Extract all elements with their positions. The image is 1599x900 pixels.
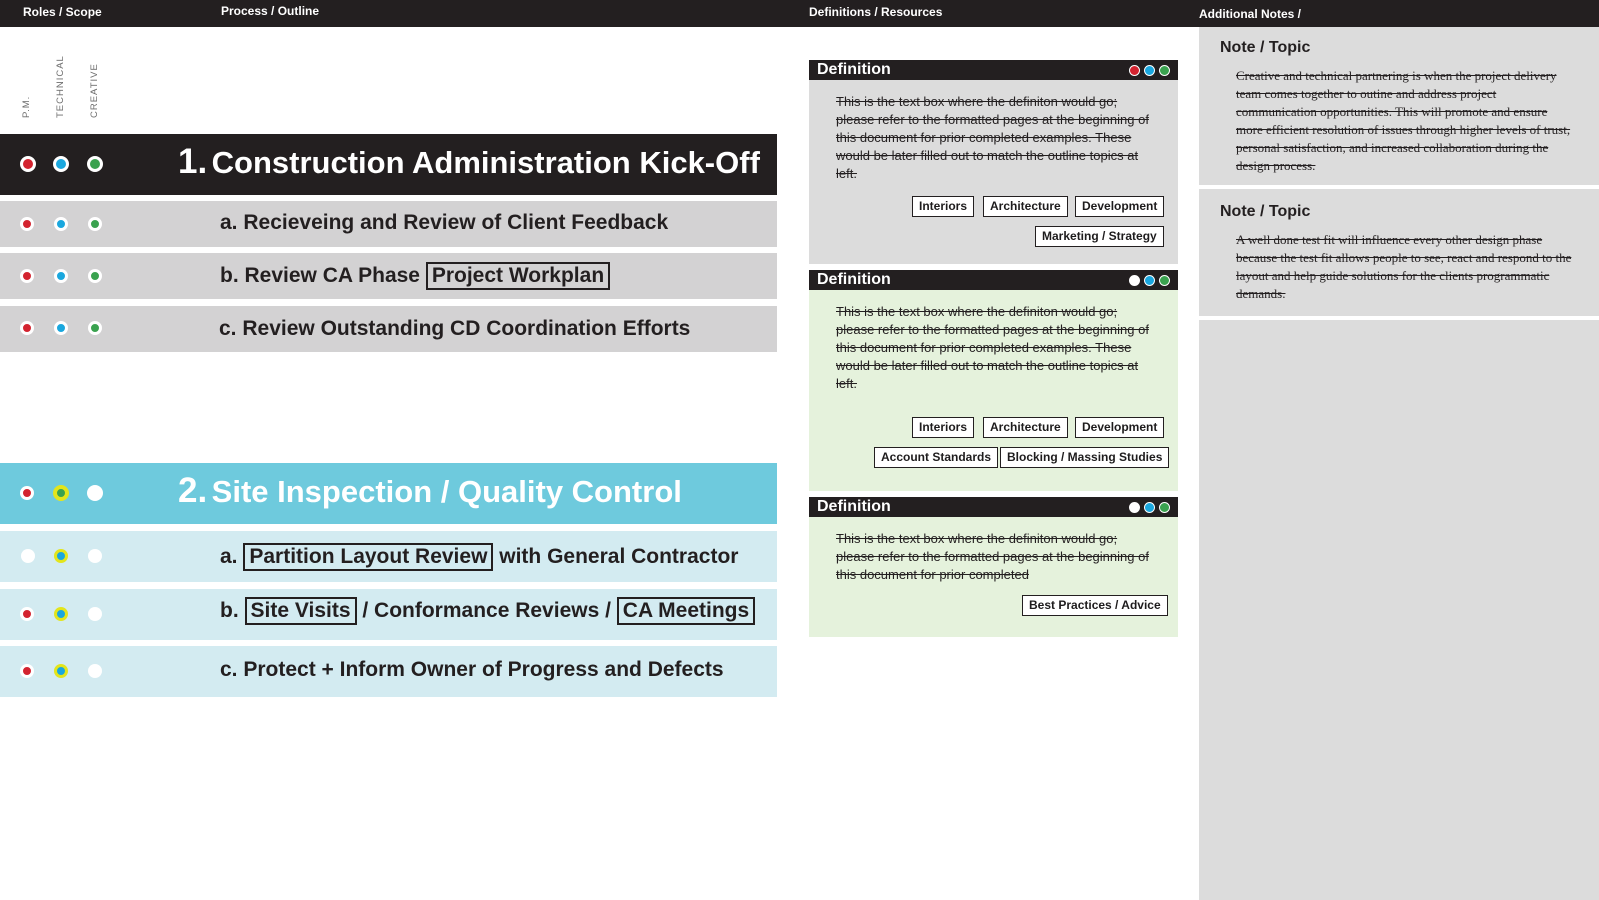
- pm-role-dot: [1129, 65, 1140, 76]
- section-1-item-c[interactable]: [0, 306, 777, 352]
- site-visits-link[interactable]: Site Visits: [245, 597, 357, 625]
- technical-role-dot: [54, 321, 68, 335]
- role-label-creative: CREATIVE: [89, 63, 100, 118]
- definition-card-header: [809, 60, 1178, 80]
- note-2-text: A well done test fit will influence every other design phase because the test fit allows people to see, react and respond to the layout and help guide solutions for the clients programmatic demands.: [1236, 232, 1572, 301]
- pm-role-dot: [20, 269, 34, 283]
- definition-card-header: [809, 270, 1178, 290]
- creative-role-dot: [88, 607, 102, 621]
- additional-notes-heading: Additional Notes /: [1199, 7, 1301, 21]
- note-1-text: Creative and technical partnering is when the project delivery team comes together to outine and address project communication opportunities. This will promote and ensure more efficient resolution of issues through higher levels of trust, personal satisfaction, and increased collaboration during the design process.: [1236, 68, 1571, 173]
- creative-role-dot: [88, 549, 102, 563]
- pm-role-dot: [20, 607, 34, 621]
- note-divider: [1199, 185, 1599, 189]
- definitions-resources-heading: Definitions / Resources: [809, 5, 943, 19]
- definition-card-header: [809, 497, 1178, 517]
- section-2-item-b[interactable]: [0, 589, 777, 640]
- definition-card-body: [809, 290, 1178, 491]
- tag-marketing-strategy[interactable]: Marketing / Strategy: [1035, 226, 1164, 247]
- section-1-item-a[interactable]: [0, 201, 777, 247]
- creative-role-dot: [88, 217, 102, 231]
- section-1-header[interactable]: [0, 134, 777, 195]
- item-text: c. Protect + Inform Owner of Progress and Defects: [220, 658, 724, 681]
- pm-role-dot: [21, 549, 35, 563]
- partition-layout-review-link[interactable]: Partition Layout Review: [243, 543, 493, 571]
- creative-role-dot: [1159, 65, 1170, 76]
- creative-role-dot: [87, 156, 103, 172]
- creative-role-dot: [88, 664, 102, 678]
- definition-card-3: [809, 497, 1178, 637]
- tag-account-standards[interactable]: Account Standards: [874, 447, 998, 468]
- tag-architecture[interactable]: Architecture: [983, 196, 1068, 217]
- definition-card-1: [809, 60, 1178, 264]
- note-1-title: Note / Topic: [1220, 39, 1311, 56]
- tag-development[interactable]: Development: [1075, 417, 1164, 438]
- technical-role-dot: [54, 607, 68, 621]
- section-1-title: [178, 142, 760, 182]
- creative-role-dot: [88, 321, 102, 335]
- technical-role-dot: [1144, 65, 1155, 76]
- section-2-item-a[interactable]: [0, 531, 777, 582]
- creative-role-dot: [1159, 275, 1170, 286]
- section-2-header[interactable]: [0, 463, 777, 524]
- pm-role-dot: [20, 217, 34, 231]
- note-2-title: Note / Topic: [1220, 203, 1311, 220]
- pm-role-dot: [20, 664, 34, 678]
- item-text: b. Site Visits / Conformance Reviews / CA Meetings: [220, 597, 755, 625]
- technical-role-dot: [54, 269, 68, 283]
- section-2-item-c[interactable]: [0, 646, 777, 697]
- section-1-name: Construction Administration Kick-Off: [211, 145, 760, 180]
- technical-role-dot: [54, 549, 68, 563]
- definition-card-2: [809, 270, 1178, 491]
- header-bar: [0, 0, 1599, 27]
- item-text: a. Partition Layout Review with General Contractor: [220, 543, 738, 571]
- pm-role-dot: [20, 156, 36, 172]
- technical-role-dot: [54, 664, 68, 678]
- ca-meetings-link[interactable]: CA Meetings: [617, 597, 755, 625]
- section-1-item-b[interactable]: [0, 253, 777, 299]
- tag-interiors[interactable]: Interiors: [912, 417, 974, 438]
- definition-card-body: [809, 80, 1178, 264]
- definition-text: This is the text box where the definiton would go; please refer to the formatted pages at the beginning of this document for prior completed examples. These would be later filled out to match the outline topics at left.: [836, 94, 1149, 181]
- tag-interiors[interactable]: Interiors: [912, 196, 974, 217]
- creative-role-dot: [1159, 502, 1170, 513]
- item-text: c. Review Outstanding CD Coordination Efforts: [219, 317, 691, 340]
- tag-architecture[interactable]: Architecture: [983, 417, 1068, 438]
- technical-role-dot: [1144, 275, 1155, 286]
- creative-role-dot: [88, 269, 102, 283]
- definition-text: This is the text box where the definiton would go; please refer to the formatted pages at the beginning of this document for prior completed examples. These would be later filled out to match the outline topics at left.: [836, 304, 1149, 391]
- process-outline-heading: Process / Outline: [221, 4, 320, 18]
- tag-development[interactable]: Development: [1075, 196, 1164, 217]
- definition-title: Definition: [817, 61, 891, 78]
- tag-best-practices-advice[interactable]: Best Practices / Advice: [1022, 595, 1168, 616]
- note-divider: [1199, 316, 1599, 320]
- section-1-number: 1.: [178, 142, 208, 181]
- definition-title: Definition: [817, 271, 891, 288]
- section-2-title: [178, 471, 682, 511]
- item-text: b. Review CA Phase Project Workplan: [220, 262, 610, 290]
- pm-role-dot: [20, 486, 34, 500]
- project-workplan-link[interactable]: Project Workplan: [426, 262, 610, 290]
- role-label-pm: P.M.: [21, 95, 32, 118]
- section-2-number: 2.: [178, 471, 208, 510]
- role-label-technical: TECHNICAL: [55, 55, 66, 118]
- technical-role-dot: [53, 156, 69, 172]
- technical-role-dot: [1144, 502, 1155, 513]
- item-text: a. Recieveing and Review of Client Feedback: [220, 211, 669, 234]
- technical-role-dot: [54, 217, 68, 231]
- pm-role-dot: [20, 321, 34, 335]
- technical-role-dot: [53, 485, 69, 501]
- definition-text: This is the text box where the definiton would go; please refer to the formatted pages at the beginning of this document for prior completed: [836, 531, 1149, 582]
- definition-card-body: [809, 517, 1178, 637]
- definition-title: Definition: [817, 498, 891, 515]
- section-2-name: Site Inspection / Quality Control: [211, 474, 682, 509]
- pm-role-dot: [1129, 502, 1140, 513]
- pm-role-dot: [1129, 275, 1140, 286]
- tag-blocking-massing-studies[interactable]: Blocking / Massing Studies: [1000, 447, 1169, 468]
- roles-scope-heading: Roles / Scope: [23, 5, 102, 19]
- creative-role-dot: [87, 485, 103, 501]
